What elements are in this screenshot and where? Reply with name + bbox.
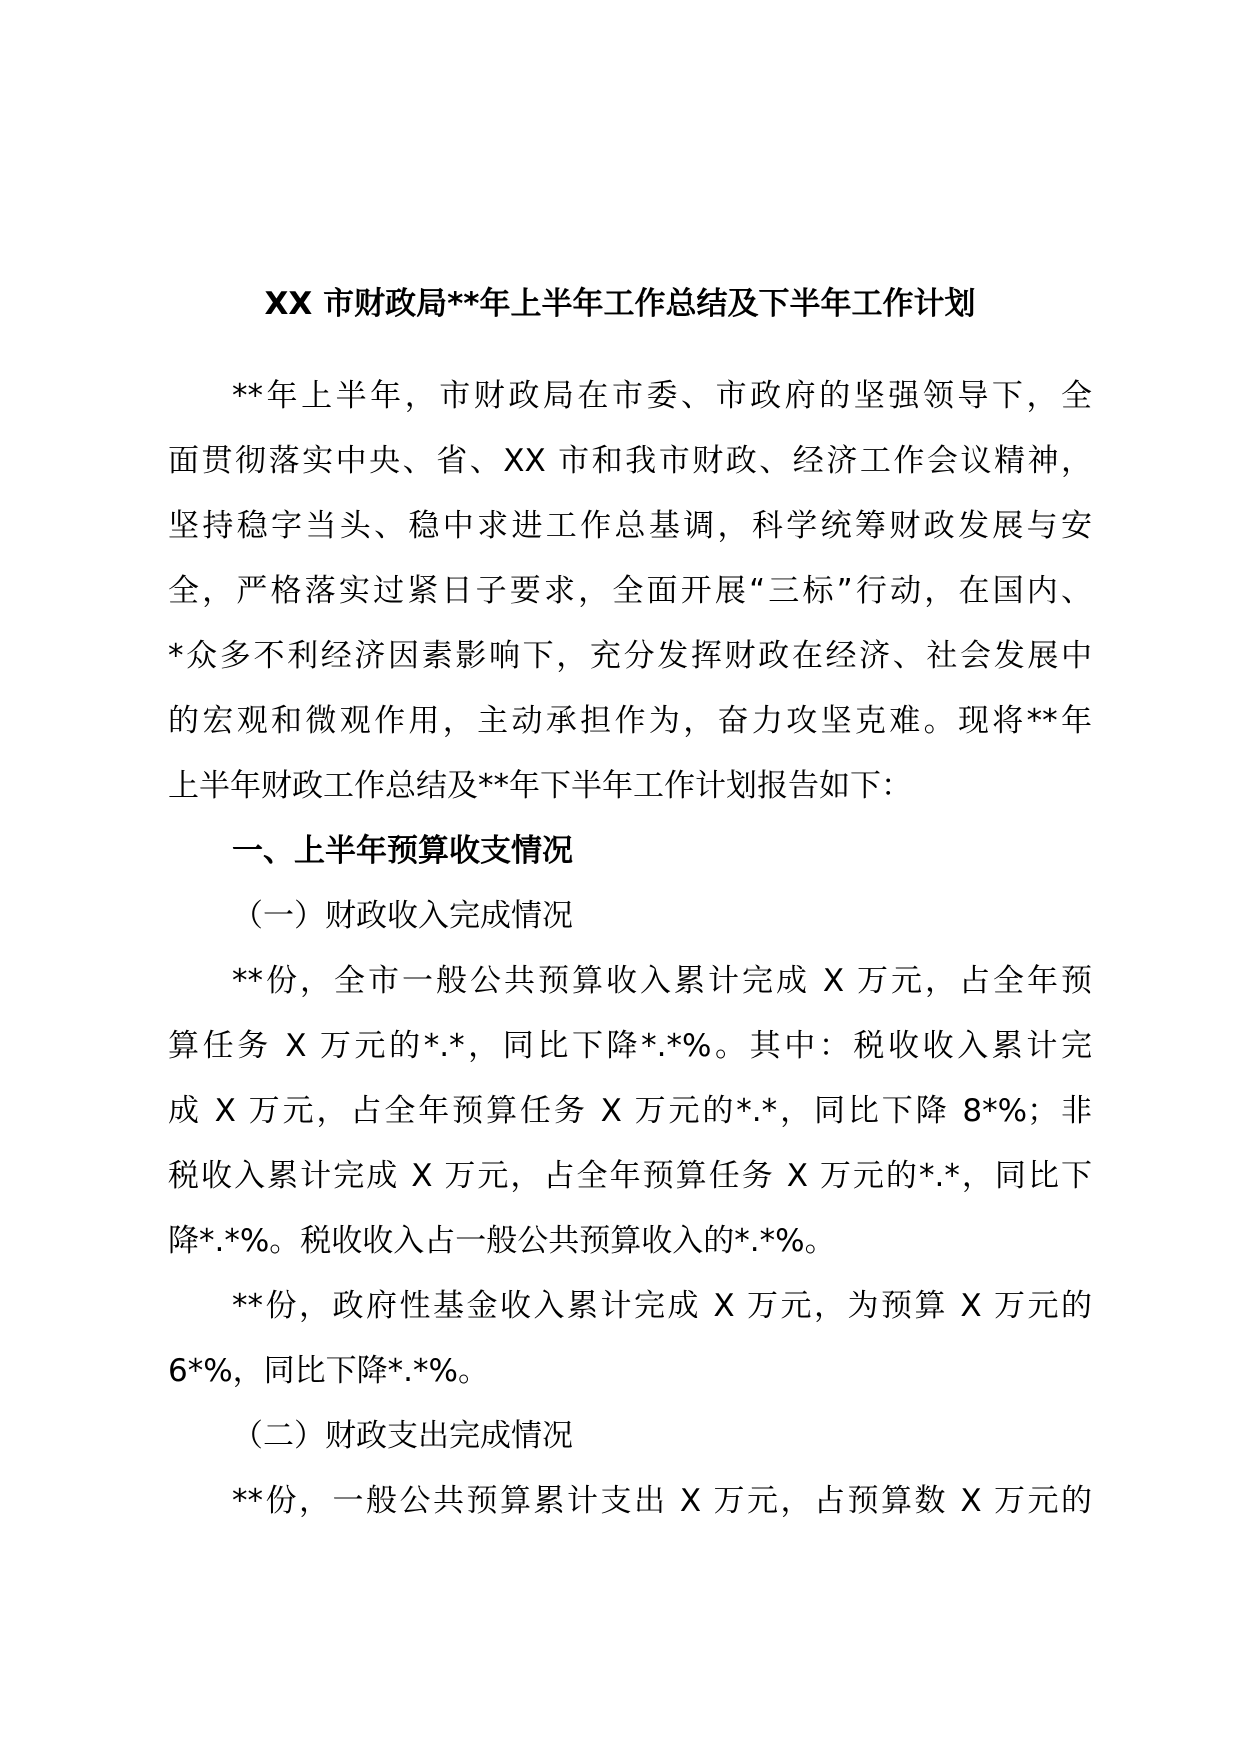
- document-body: [168, 364, 1092, 1534]
- text-line: *众多不利经济因素影响下，充分发挥财政在经济、社会发展中: [168, 638, 1092, 674]
- text-line: 面贯彻落实中央、省、XX 市和我市财政、经济工作会议精神，: [168, 443, 1092, 479]
- text-line: （二）财政支出完成情况: [232, 1418, 573, 1454]
- text-line: 坚持稳字当头、稳中求进工作总基调，科学统筹财政发展与安: [168, 508, 1092, 544]
- text-line: **份，一般公共预算累计支出 X 万元，占预算数 X 万元的: [232, 1483, 1092, 1519]
- text-line: **份，全市一般公共预算收入累计完成 X 万元，占全年预: [232, 963, 1092, 999]
- text-line: 上半年财政工作总结及**年下半年工作计划报告如下：: [168, 768, 912, 804]
- text-line: **年上半年，市财政局在市委、市政府的坚强领导下，全: [232, 378, 1092, 414]
- text-line: 的宏观和微观作用，主动承担作为，奋力攻坚克难。现将**年: [168, 703, 1092, 739]
- document-title: XX 市财政局**年上半年工作总结及下半年工作计划: [264, 286, 976, 322]
- text-line: 全，严格落实过紧日子要求，全面开展“三标”行动，在国内、: [168, 573, 1092, 609]
- text-line: 算任务 X 万元的*.*，同比下降*.*%。其中：税收收入累计完: [168, 1028, 1092, 1064]
- text-line: 税收入累计完成 X 万元，占全年预算任务 X 万元的*.*，同比下: [168, 1158, 1092, 1194]
- text-line: （一）财政收入完成情况: [232, 898, 573, 934]
- text-line: 成 X 万元，占全年预算任务 X 万元的*.*，同比下降 8*%；非: [168, 1093, 1092, 1129]
- section-heading: 一、上半年预算收支情况: [232, 833, 573, 869]
- text-line: 6*%，同比下降*.*%。: [168, 1353, 489, 1389]
- text-line: **份，政府性基金收入累计完成 X 万元，为预算 X 万元的: [232, 1288, 1092, 1324]
- text-line: 降*.*%。税收收入占一般公共预算收入的*.*%。: [168, 1223, 836, 1259]
